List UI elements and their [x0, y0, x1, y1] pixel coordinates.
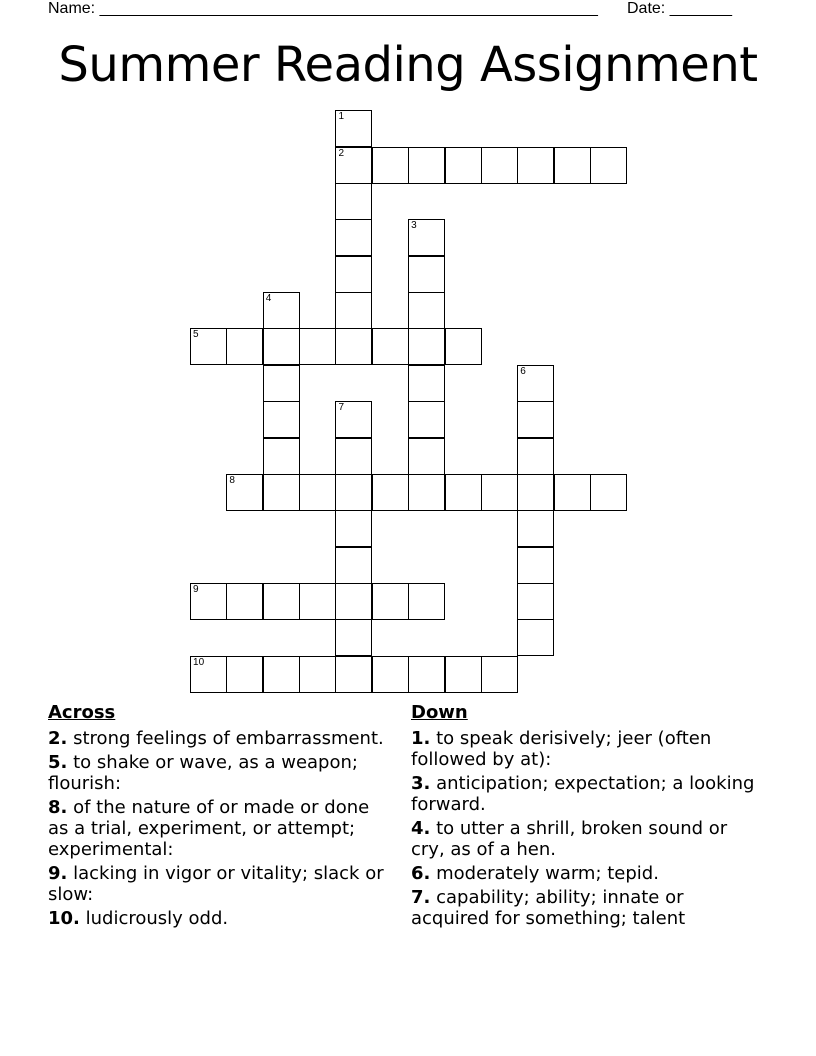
- crossword-cell[interactable]: [335, 619, 372, 656]
- crossword-cell[interactable]: [335, 401, 372, 438]
- crossword-cell[interactable]: [263, 292, 300, 329]
- crossword-cell[interactable]: [517, 438, 554, 475]
- clue-across-9: [48, 863, 393, 905]
- clue-number: 2.: [48, 728, 68, 749]
- crossword-cell[interactable]: [445, 474, 482, 511]
- crossword-cell[interactable]: [517, 147, 554, 184]
- clue-number: 7.: [411, 887, 431, 908]
- crossword-cell[interactable]: [335, 256, 372, 293]
- crossword-cell[interactable]: [408, 147, 445, 184]
- clue-across-8: [48, 797, 393, 860]
- crossword-cell[interactable]: [481, 147, 518, 184]
- clue-number: 9.: [48, 863, 68, 884]
- clue-down-3: [411, 773, 756, 815]
- clue-text: moderately warm; tepid.: [436, 863, 659, 884]
- crossword-cell[interactable]: [408, 401, 445, 438]
- crossword-cell[interactable]: [372, 328, 409, 365]
- crossword-cell[interactable]: [335, 510, 372, 547]
- crossword-cell[interactable]: [408, 328, 445, 365]
- crossword-cell[interactable]: [517, 401, 554, 438]
- crossword-cell[interactable]: [335, 292, 372, 329]
- crossword-cell[interactable]: [299, 474, 336, 511]
- crossword-cell[interactable]: [335, 147, 372, 184]
- clue-number-label: 5: [193, 329, 199, 341]
- crossword-cell[interactable]: [481, 656, 518, 693]
- crossword-cell[interactable]: [335, 438, 372, 475]
- clue-across-10: [48, 908, 393, 929]
- crossword-cell[interactable]: [335, 656, 372, 693]
- crossword-cell[interactable]: [190, 583, 227, 620]
- across-clues: [48, 702, 393, 932]
- clue-down-1: [411, 728, 756, 770]
- clue-number-label: 1: [338, 111, 344, 123]
- crossword-cell[interactable]: [263, 328, 300, 365]
- crossword-cell[interactable]: [190, 328, 227, 365]
- crossword-cell[interactable]: [517, 365, 554, 402]
- clue-number: 1.: [411, 728, 431, 749]
- clue-across-2: [48, 728, 393, 749]
- crossword-cell[interactable]: [226, 583, 263, 620]
- crossword-cell[interactable]: [408, 219, 445, 256]
- crossword-cell[interactable]: [408, 292, 445, 329]
- crossword-cell[interactable]: [445, 328, 482, 365]
- clue-number: 4.: [411, 818, 431, 839]
- crossword-cell[interactable]: [517, 619, 554, 656]
- crossword-cell[interactable]: [335, 328, 372, 365]
- crossword-cell[interactable]: [190, 656, 227, 693]
- date-field: Date: _______: [627, 0, 732, 17]
- clue-text: ludicrously odd.: [85, 908, 229, 929]
- crossword-cell[interactable]: [299, 583, 336, 620]
- crossword-cell[interactable]: [226, 656, 263, 693]
- crossword-cell[interactable]: [263, 365, 300, 402]
- page-title: Summer Reading Assignment: [58, 37, 758, 93]
- crossword-cell[interactable]: [226, 474, 263, 511]
- clue-number-label: 3: [411, 220, 417, 232]
- crossword-cell[interactable]: [372, 474, 409, 511]
- crossword-cell[interactable]: [554, 474, 591, 511]
- crossword-cell[interactable]: [335, 583, 372, 620]
- clue-text: lacking in vigor or vitality; slack or slow:: [48, 863, 384, 905]
- crossword-cell[interactable]: [445, 656, 482, 693]
- crossword-cell[interactable]: [517, 547, 554, 584]
- crossword-cell[interactable]: [299, 656, 336, 693]
- clue-number-label: 4: [265, 293, 272, 305]
- clue-number: 10.: [48, 908, 80, 929]
- crossword-cell[interactable]: [335, 183, 372, 220]
- clue-text: anticipation; expectation; a looking forward.: [411, 773, 755, 815]
- crossword-cell[interactable]: [408, 583, 445, 620]
- crossword-cell[interactable]: [299, 328, 336, 365]
- crossword-cell[interactable]: [226, 328, 263, 365]
- crossword-cell[interactable]: [372, 147, 409, 184]
- clue-down-7: [411, 887, 756, 929]
- clue-number: 6.: [411, 863, 431, 884]
- crossword-cell[interactable]: [408, 656, 445, 693]
- name-field: Name: ________________________________________________________: [48, 0, 598, 17]
- crossword-cell[interactable]: [408, 438, 445, 475]
- crossword-cell[interactable]: [263, 438, 300, 475]
- crossword-cell[interactable]: [335, 219, 372, 256]
- clue-text: to shake or wave, as a weapon; flourish:: [48, 752, 358, 794]
- clue-number: 5.: [48, 752, 68, 773]
- crossword-cell[interactable]: [517, 583, 554, 620]
- clue-number-label: 7: [338, 402, 344, 414]
- down-heading: Down: [411, 702, 468, 723]
- clue-number-label: 8: [229, 474, 235, 486]
- clue-number-label: 6: [520, 365, 526, 377]
- crossword-cell[interactable]: [590, 147, 627, 184]
- clue-number-label: 10: [193, 656, 205, 668]
- crossword-cell[interactable]: [372, 656, 409, 693]
- clue-text: capability; ability; innate or acquired for something; talent: [411, 887, 686, 929]
- down-clues: [411, 702, 756, 932]
- crossword-cell[interactable]: [408, 256, 445, 293]
- clue-number: 8.: [48, 797, 68, 818]
- crossword-cell[interactable]: [481, 474, 518, 511]
- crossword-cell[interactable]: [590, 474, 627, 511]
- clue-down-4: [411, 818, 756, 860]
- across-heading: Across: [48, 702, 116, 723]
- clue-text: to utter a shrill, broken sound or cry, as of a hen.: [411, 818, 728, 860]
- crossword-cell[interactable]: [408, 474, 445, 511]
- clue-text: of the nature of or made or done as a trial, experiment, or attempt; experimental:: [48, 797, 370, 860]
- clue-across-5: [48, 752, 393, 794]
- clue-number: 3.: [411, 773, 431, 794]
- crossword-cell[interactable]: [445, 147, 482, 184]
- crossword-cell[interactable]: [263, 474, 300, 511]
- clue-number-label: 9: [193, 583, 199, 595]
- crossword-cell[interactable]: [517, 474, 554, 511]
- crossword-cell[interactable]: [335, 547, 372, 584]
- crossword-cell[interactable]: [263, 583, 300, 620]
- crossword-cell[interactable]: [263, 656, 300, 693]
- crossword-cell[interactable]: [263, 401, 300, 438]
- clue-down-6: [411, 863, 756, 884]
- clue-text: strong feelings of embarrassment.: [73, 728, 384, 749]
- crossword-cell[interactable]: [517, 510, 554, 547]
- clue-text: to speak derisively; jeer (often followed by at):: [411, 728, 712, 770]
- crossword-cell[interactable]: [335, 474, 372, 511]
- crossword-cell[interactable]: [554, 147, 591, 184]
- crossword-cell[interactable]: [335, 110, 372, 147]
- clue-number-label: 2: [338, 147, 344, 159]
- crossword-cell[interactable]: [372, 583, 409, 620]
- crossword-cell[interactable]: [408, 365, 445, 402]
